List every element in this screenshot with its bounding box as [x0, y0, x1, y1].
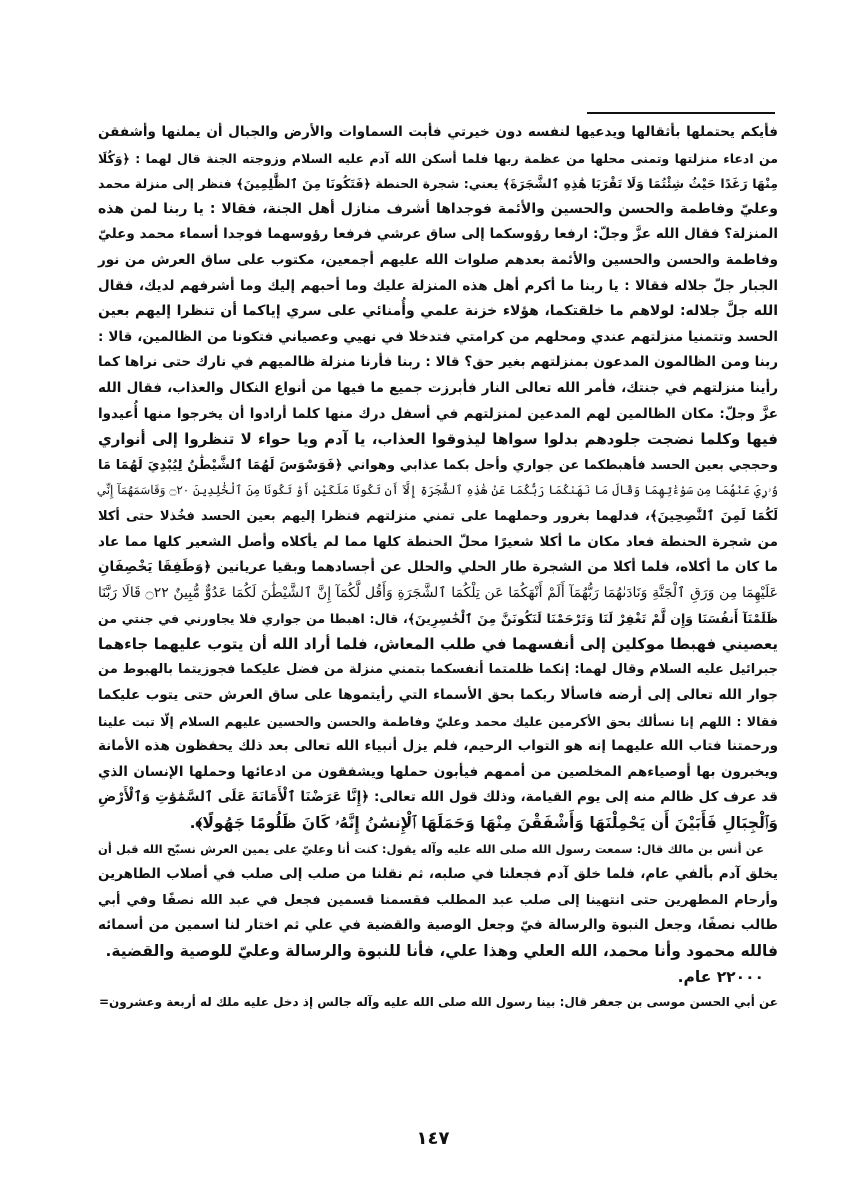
text-line: رأينا منزلتهم في جنتك، فأمر الله تعالى النار فأبرزت جميع ما فيها من أنواع النكال والعذاب، فقال الله	[98, 379, 778, 396]
text-line: فالله محمود وأنا محمد، الله العلي وهذا علي، فأنا للنبوة والرسالة وعليّ للوصية والقضية.	[105, 942, 778, 960]
text-line: فأيكم يحتملها بأثقالها ويدعيها لنفسه دون خيرتي فأبت السماوات والأرض والجبال أن يملنها وأشفقن	[98, 124, 778, 140]
text-line: مِنْهَا رَغَدًا حَيْثُ شِئْتُمَا وَلَا تَقْرَبَا هَٰذِهِ ٱلشَّجَرَةَ﴾ يعني: شجرة الحنطة ﴿فَتَكُونَا مِنَ ٱلظَّٰلِمِينَ﴾ فنظر إلى منزلة محمد	[98, 176, 778, 192]
text-line: من شجرة الحنطة فعاد مكان ما أكلا شعيرًا محلّ الحنطة كلها مما لم يأكلاه وأصل الشعير كلها مما عاد	[98, 533, 778, 550]
quran-verse-line: عَلَيْهِمَا مِن وَرَقِ ٱلْجَنَّةِ وَنَادَىٰهُمَا رَبُّهُمَآ أَلَمْ أَنْهَكُمَا عَن تِلْكُمَا ٱلشَّجَرَةِ وَأَقُل لَّكُمَآ إِنَّ ٱلشَّيْطَٰنَ لَكُمَا عَدُوٌّ مُّبِينٌ ۝٢٢ قَالَا رَبَّنَا	[98, 584, 779, 601]
text-line: المنزلة؟ فقال الله عزَّ وجلّ: ارفعا رؤوسكما إلى ساق عرشي فرفعا رؤوسهما فوجدا أسماء محمد وعليّ	[98, 226, 778, 243]
text-line: جوار الله تعالى إلى أرضه فاسألا ربكما بحق الأسماء التي رأيتموها على ساق العرش حتى يتوب عليكما	[98, 687, 778, 704]
text-line: الله جلَّ جلاله: لولاهم ما خلقتكما، هؤلاء خزنة علمي وأُمنائي على سري إياكما أن تنظرا إليهم بعين	[98, 303, 778, 320]
text-line: فقالا : اللهم إنا نسألك بحق الأكرمين عليك محمد وعليّ وفاطمة والحسن والحسين عليهم السلام إلّا تبت علينا	[98, 713, 778, 729]
text-line: لَكُمَا لَمِنَ ٱلنَّٰصِحِينَ﴾، فدلهما بغرور وحملهما على تمني منزلتهم فنظرا إليهم بعين الحسد فخُذلا حتى أكلا	[98, 508, 778, 524]
text-line: ورحمتنا فتاب الله عليهما إنه هو التواب الرحيم، فلم يزل أنبياء الله تعالى بعد ذلك يحفظون هذه الأمانة	[98, 738, 778, 755]
footnote-separator-rule	[587, 112, 775, 114]
text-line: قد عرف كل ظالم منه إلى يوم القيامة، وذلك قول الله تعالى: ﴿إِنَّا عَرَضْنَا ٱلْأَمَانَةَ عَلَى ٱلسَّمَٰوَٰتِ وَٱلْأَرْضِ	[98, 789, 778, 806]
text-line: وأرحام المطهرين حتى انتهينا إلى صلب عبد المطلب فقسمنا قسمين فجعل في عبد الله نصفًا وفي أبي	[98, 892, 778, 908]
text-line: ويخبرون بها أوصياءهم المخلصين من أممهم فيأبون حملها ويشفقون من ادعائها وحملها الإنسان الذي	[98, 763, 778, 780]
text-line: الجبار جلّ جلاله فقالا : يا ربنا ما أكرم أهل هذه المنزلة عليك وما أحبهم إليك وما أشرفهم لديك، فقال	[98, 277, 778, 294]
page-number: ١٤٧	[416, 1128, 450, 1149]
hadith-paragraph-start: عن أنس بن مالك قال: سمعت رسول الله صلى الله عليه وآله يقول: كنت أنا وعليّ على يمين العرش نسبّح الله قبل أن	[98, 841, 764, 856]
text-line: يعصيني فهبطا موكلين إلى أنفسهما في طلب المعاش، فلما أراد الله أن يتوب عليهما جاءهما	[98, 634, 778, 653]
text-line: ما كان ما أكلاه، فلما أكلا من الشجرة طار الحلي والحلل عن أجسادهما وبقيا عريانين ﴿وَطَفِقَا يَخْصِفَانِ	[98, 559, 778, 576]
text-line: ربنا ومن الظالمون المدعون بمنزلتهم بغير حق؟ قالا : ربنا فأرنا منزلة ظالميهم في نارك حتى نراها كما	[98, 354, 778, 371]
text-line: فيها وكلما نضجت جلودهم بدلوا سواها ليذوقوا العذاب، يا آدم ويا حواء لا تنظروا إلى أنواري	[98, 430, 778, 449]
quran-verse-line: وُۥرِيَ عَنْهُمَا مِن سَوْءَٰتِهِمَا وَقَالَ مَا نَهَىٰكُمَا رَبُّكُمَا عَنْ هَٰذِهِ ٱلشَّجَرَةِ إِلَّآ أَن تَكُونَا مَلَكَيْنِ أَوْ تَكُونَا مِنَ ٱلْخَٰلِدِينَ ۝٢٠ وَقَاسَمَهُمَآ إِنِّي	[96, 483, 778, 498]
text-line: يخلق آدم بألفي عام، فلما خلق آدم فجعلنا في صلبه، ثم نقلنا من صلب إلى صلب في أصلاب الطاهرين	[98, 866, 778, 883]
text-line: جبرائيل عليه السلام وقال لهما: إنكما ظلمتما أنفسكما بتمني منزلة من فضل عليكما فجوزيتما بالهبوط من	[98, 662, 778, 678]
text-line: وحججي بعين الحسد فأهبطكما عن جواري وأحل بكما عذابي وهواني ﴿فَوَسْوَسَ لَهُمَا ٱلشَّيْطَٰنُ لِيُبْدِيَ لَهُمَا مَا	[98, 457, 778, 473]
text-line: ظَلَمْنَآ أَنفُسَنَا وَإِن لَّمْ تَغْفِرْ لَنَا وَتَرْحَمْنَا لَنَكُونَنَّ مِنَ ٱلْخَٰسِرِينَ﴾، قال: اهبطا من جواري فلا يجاورني في جنتي من	[98, 611, 778, 627]
text-line: من ادعاء منزلتها وتمنى محلها من عظمة ربها فلما أسكن الله آدم عليه السلام وزوجته الجنة قال لهما : ﴿وَكُلَا	[98, 150, 778, 166]
footnote-note: ٢٢٠٠٠ عام.	[677, 967, 764, 986]
page-body-text	[98, 120, 778, 1016]
text-line-continued: عن أبي الحسن موسى بن جعفر قال: بينا رسول الله صلى الله عليه وآله جالس إذ دخل عليه ملك له أربعة وعشرون=	[98, 995, 778, 1010]
text-line: وَٱلْجِبَالِ فَأَبَيْنَ أَن يَحْمِلْنَهَا وَأَشْفَقْنَ مِنْهَا وَحَمَلَهَا ٱلْإِنسَٰنُ إِنَّهُۥ كَانَ ظَلُومًا جَهُولًا﴾.	[189, 814, 778, 833]
text-line: عزَّ وجلّ: مكان الظالمين لهم المدعين لمنزلتهم في أسفل درك منها كلما أرادوا أن يخرجوا منها أُعيدوا	[98, 405, 778, 422]
text-line: الحسد وتتمنيا منزلتهم عندي ومحلهم من كرامتي فتدخلا في نهيي وعصياني فتكونا من الظالمين، قالا :	[98, 328, 778, 345]
text-line: وعليّ وفاطمة والحسن والحسين والأئمة فوجداها أشرف منازل أهل الجنة، فقالا : يا ربنا لمن هذه	[98, 200, 778, 217]
text-line: وفاطمة والحسن والحسين والأئمة بعدهم صلوات الله عليهم أجمعين، مكتوب على ساق العرش من نور	[98, 251, 778, 268]
text-line: طالب نصفًا، وجعل النبوة والرسالة فيّ وجعل الوصية والقضية في علي ثم اختار لنا اسمين من أسمائه	[98, 917, 778, 934]
